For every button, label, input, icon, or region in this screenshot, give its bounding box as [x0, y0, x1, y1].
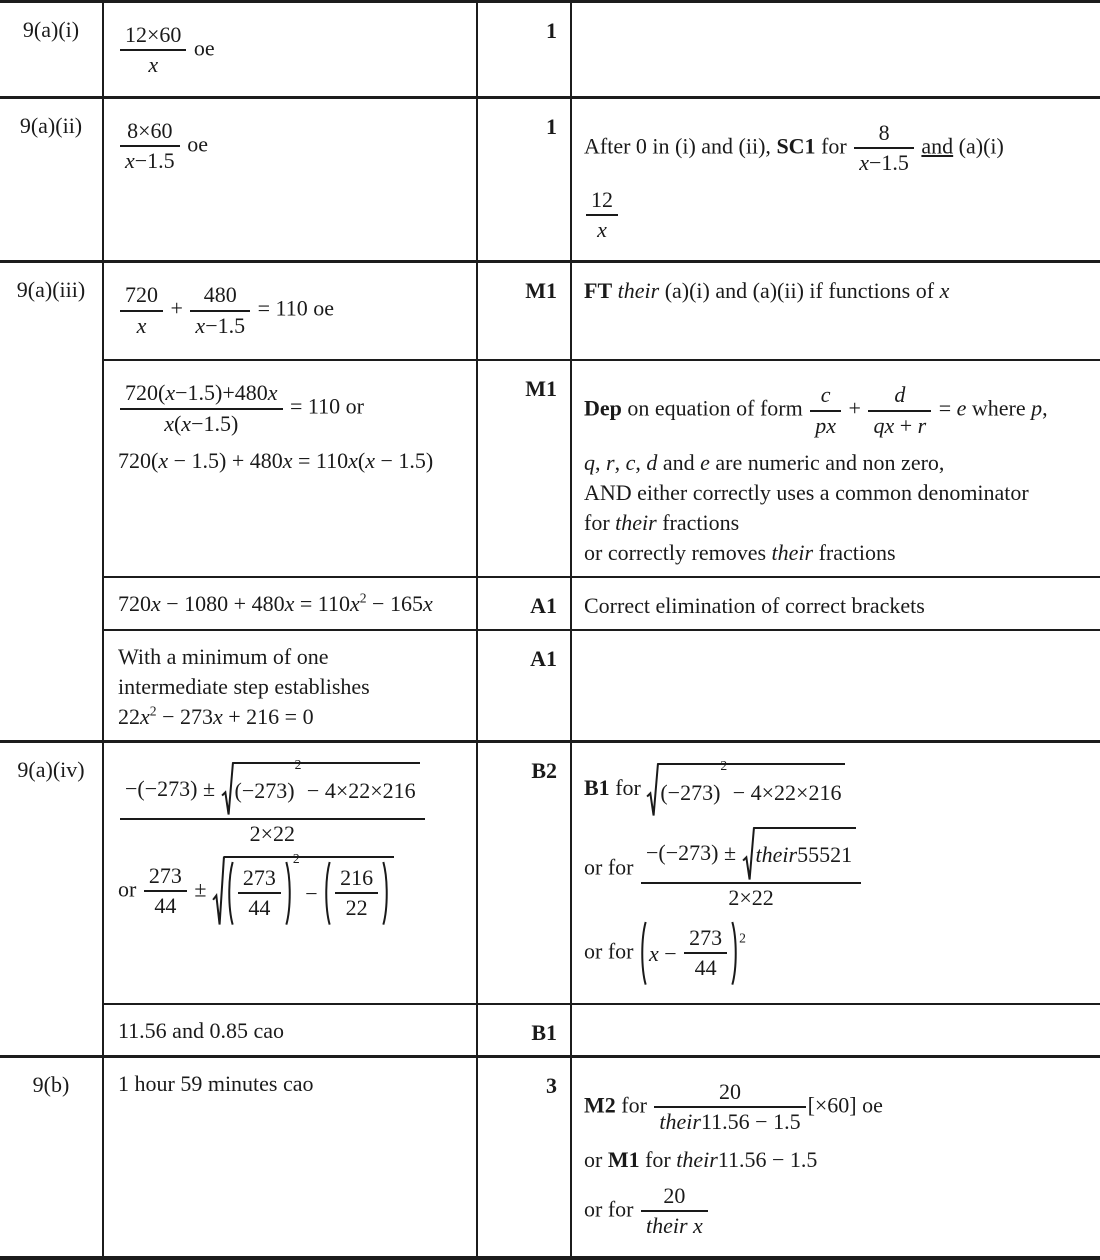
numerator: −(−273) ± (−273) 2 − 4×22×216 — [120, 761, 425, 817]
numerator: 273 — [148, 862, 182, 888]
italic-text: x — [348, 448, 358, 474]
paren-body: x − $\frac{273}{44}$ — [647, 920, 731, 987]
fraction — [586, 186, 618, 245]
denominator: qx + r — [868, 410, 931, 440]
denominator — [120, 49, 186, 79]
italic-text: x — [164, 410, 174, 436]
square-root — [212, 850, 394, 927]
italic-text: their — [676, 1146, 718, 1172]
italic-text: x — [140, 704, 150, 730]
marks-cell — [478, 359, 572, 576]
mark-value: A1 — [530, 593, 557, 619]
mark-value: M1 — [525, 376, 557, 402]
italic-text: x — [859, 150, 869, 176]
denominator: their 11.56 − 1.5 — [654, 1106, 805, 1136]
paren-body — [331, 860, 382, 927]
stretchy-parentheses — [639, 920, 739, 987]
italic-text: x — [136, 312, 147, 338]
paren-body — [234, 860, 285, 927]
mark-value: 1 — [546, 113, 557, 139]
partial-marks-cell — [572, 359, 1100, 576]
italic-text: c — [625, 450, 636, 476]
marks-cell — [478, 743, 572, 1002]
numerator: 12×60 — [125, 22, 182, 47]
answer-line: or $\frac{273}{44}$ ± $\frac{273}{44}$ 2 − $\frac{216}{22}$ — [118, 856, 468, 927]
square-root — [646, 758, 845, 817]
answer-line: $22x^2 - 273x + 216 = 0$ — [118, 704, 314, 730]
partial-marks-cell — [572, 743, 1100, 1002]
italic-text: their — [755, 842, 798, 868]
italic-text: x — [349, 591, 360, 617]
fraction — [641, 826, 861, 913]
marks-cell — [478, 99, 572, 261]
fraction — [120, 281, 163, 340]
partial-marks-line: B1 for (−273) 2 − 4×22×216 — [584, 763, 1092, 817]
partial-marks-line: Dep on equation of form $\frac{c}{px}$ + d qx + r = e where p, — [584, 381, 1092, 440]
mark-value: 3 — [546, 1072, 557, 1098]
italic-text: their — [615, 510, 657, 536]
radicand: $\frac{273}{44}$ 2 − $\frac{216}{22}$ — [224, 856, 394, 927]
answer-line: 8×60 x −1.5 oe — [118, 117, 468, 176]
marks-cell — [478, 1058, 572, 1257]
numerator: −(−273) ± their 55521 — [641, 826, 861, 882]
question-number-cell: 9(a)(i) — [0, 3, 104, 96]
superscript: 2 — [739, 930, 746, 946]
partial-marks-line — [584, 186, 1092, 245]
bold-text: FT — [584, 278, 613, 304]
italic-text: their x — [645, 1212, 703, 1238]
partial-marks-line: Correct elimination of correct brackets — [584, 593, 925, 619]
mark-value: B2 — [531, 758, 557, 784]
partial-marks-cell — [572, 629, 1100, 740]
question-section — [0, 99, 1100, 264]
denominator: x ( x −1.5) — [120, 408, 283, 438]
partial-marks-line: M2 for 20 their 11.56 − 1.5 [×60] oe — [584, 1078, 1092, 1137]
question-section — [0, 3, 1100, 99]
radicand: (−273) 2 − 4×22×216 — [658, 763, 845, 817]
numerator: 273 — [689, 925, 723, 951]
denominator — [120, 310, 163, 340]
partial-marks-line: or correctly removes their fractions — [584, 540, 896, 566]
marks-cell — [478, 629, 572, 740]
bold-text: M2 — [584, 1092, 616, 1118]
answer-line: 1 hour 59 minutes cao — [118, 1070, 314, 1096]
italic-text: x — [158, 448, 169, 474]
right-paren-icon — [731, 920, 739, 987]
denominator: 44 — [684, 952, 727, 982]
mark-value: 1 — [546, 18, 557, 43]
question-section — [0, 1058, 1100, 1260]
numerator: 20 — [663, 1182, 686, 1208]
question-number-cell: 9(b) — [0, 1058, 104, 1257]
partial-marks-line: FT their (a)(i) and (a)(ii) if functions of x — [584, 278, 950, 304]
question-number-cell: 9(a)(iv) — [0, 743, 104, 1054]
fraction — [654, 1078, 805, 1137]
stretchy-parentheses — [323, 860, 390, 927]
fraction — [335, 864, 378, 923]
italic-text: e — [700, 450, 710, 476]
answer-line: 11.56 and 0.85 cao — [118, 1017, 284, 1043]
right-paren-icon — [285, 860, 293, 927]
partial-marks-line: for their fractions — [584, 510, 740, 536]
answer-cell — [104, 1058, 478, 1257]
fraction — [868, 381, 931, 440]
numerator: 8 — [878, 119, 890, 145]
fraction — [684, 924, 727, 983]
answer-cell — [104, 99, 478, 261]
answer-cell — [104, 3, 478, 96]
fraction — [854, 119, 914, 178]
denominator: 44 — [144, 890, 187, 920]
numerator: 720( x −1.5)+480 x — [125, 380, 278, 406]
partial-marks-line: After 0 in (i) and (ii), SC1 for 8 x −1.5 and (a)(i) — [584, 119, 1092, 178]
numerator: 216 — [340, 864, 374, 890]
italic-text: d — [646, 450, 658, 476]
italic-text: x — [597, 216, 607, 242]
italic-text: x — [267, 380, 278, 406]
numerator: 273 — [242, 864, 276, 890]
fraction — [641, 1182, 708, 1241]
left-paren-icon — [323, 860, 331, 927]
fraction — [120, 117, 180, 176]
marks-cell — [478, 576, 572, 629]
partial-marks-line: or for x − $\frac{273}{44}$ $^2$ — [584, 920, 1092, 987]
partial-marks-cell — [572, 3, 1100, 96]
numerator: 12 — [591, 186, 613, 212]
bold-text: B1 — [584, 775, 610, 801]
italic-text: x — [282, 448, 293, 474]
partial-marks-cell — [572, 1058, 1100, 1257]
fraction — [120, 757, 425, 848]
italic-text: x — [151, 591, 161, 617]
denominator: 44 — [238, 892, 281, 922]
answer-cell — [104, 359, 478, 576]
radicand: (−273) 2 − 4×22×216 — [233, 762, 420, 816]
italic-text: c — [820, 382, 831, 408]
italic-text: x — [422, 591, 433, 617]
denominator — [641, 1210, 708, 1240]
partial-marks-cell — [572, 99, 1100, 261]
italic-text: their — [771, 540, 814, 566]
italic-text: x — [213, 704, 223, 730]
italic-text: x — [195, 312, 206, 338]
italic-text: d — [894, 382, 906, 408]
answer-line: With a minimum of one — [118, 644, 329, 670]
denominator: 22 — [335, 892, 378, 922]
answer-cell — [104, 576, 478, 629]
answer-line: intermediate step establishes — [118, 674, 370, 700]
italic-text: x — [648, 940, 659, 966]
numerator: 720 — [125, 282, 158, 308]
fraction — [238, 864, 281, 923]
partial-marks-cell — [572, 576, 1100, 629]
denominator: 2×22 — [641, 882, 861, 912]
italic-text: r — [917, 412, 927, 438]
partial-marks-line: or M1 for their11.56 − 1.5 — [584, 1146, 818, 1172]
answer-cell — [104, 263, 478, 359]
denominator: x −1.5 — [854, 147, 914, 177]
italic-text: px — [815, 412, 837, 438]
italic-text: their — [617, 278, 660, 304]
question-number-cell: 9(a)(ii) — [0, 99, 104, 261]
denominator — [586, 214, 618, 244]
numerator — [810, 381, 841, 409]
right-paren-icon — [382, 860, 390, 927]
partial-marks-cell — [572, 1003, 1100, 1055]
partial-marks-line: or for $\frac{20}{\text{their x}}$ — [584, 1182, 1092, 1241]
italic-text: x — [165, 380, 176, 406]
superscript: 2 — [149, 704, 157, 720]
radicand: their 55521 — [754, 827, 857, 881]
denominator: x −1.5 — [190, 310, 250, 340]
marks-cell — [478, 263, 572, 359]
italic-text: e — [956, 395, 967, 421]
superscript: 2 — [359, 590, 367, 606]
italic-text: x — [148, 52, 159, 78]
italic-text: r — [606, 450, 615, 476]
italic-text: x — [125, 148, 135, 174]
partial-marks-line: AND either correctly uses a common denominator — [584, 480, 1029, 506]
numerator: 20 — [719, 1078, 741, 1104]
square-root — [742, 827, 857, 881]
italic-text: x — [939, 278, 950, 304]
question-section — [0, 263, 1100, 743]
left-paren-icon — [226, 860, 234, 927]
answer-line: $720x - 1080 + 480x = 110x^2 - 165x$ — [118, 590, 433, 617]
partial-marks-cell — [572, 263, 1100, 359]
answer-cell — [104, 743, 478, 1002]
answer-line: $\frac{720}{x}$ + 480 x −1.5 = 110 oe — [118, 281, 468, 340]
question-number-cell: 9(a)(iii) — [0, 263, 104, 740]
bold-text: M1 — [607, 1146, 640, 1172]
italic-text: p — [1031, 395, 1043, 421]
fraction — [120, 21, 186, 80]
marks-cell — [478, 3, 572, 96]
numerator: 480 — [203, 282, 237, 308]
marks-cell — [478, 1003, 572, 1055]
partial-marks-line: or for −(−273) ± their 55521 2×22 — [584, 826, 1092, 913]
question-section — [0, 743, 1100, 1057]
answer-line: 720( x −1.5)+480 x x ( x −1.5) = 110 or — [118, 379, 468, 438]
bold-text: SC1 — [776, 133, 816, 159]
fraction — [144, 862, 187, 921]
answer-cell — [104, 1003, 478, 1055]
italic-text: x — [284, 591, 295, 617]
mark-value: B1 — [531, 1019, 557, 1045]
fraction — [810, 381, 841, 440]
fraction — [120, 379, 283, 438]
partial-marks-line: q, r, c, d and e are numeric and non zero, — [584, 450, 945, 476]
square-root — [221, 757, 420, 816]
denominator: x −1.5 — [120, 145, 180, 175]
italic-text: x — [365, 448, 375, 474]
numerator — [868, 381, 931, 409]
answer-line: 720(x − 1.5) + 480x = 110x(x − 1.5) — [118, 448, 434, 474]
italic-text: their — [659, 1109, 701, 1135]
answer-cell — [104, 629, 478, 740]
left-paren-icon — [639, 920, 647, 987]
fraction — [190, 281, 250, 340]
numerator: 8×60 — [127, 117, 173, 143]
bold-text: Dep — [584, 395, 622, 421]
answer-line — [118, 757, 468, 848]
underlined-text: and — [921, 133, 954, 159]
answer-line: $\frac{12\times 60}{x}$ oe — [118, 21, 468, 80]
denominator: 2×22 — [120, 818, 425, 848]
denominator — [810, 410, 841, 440]
italic-text: qx — [873, 412, 895, 438]
mark-value: M1 — [525, 278, 557, 304]
stretchy-parentheses — [226, 860, 293, 927]
italic-text: x — [181, 410, 192, 436]
italic-text: q — [584, 450, 595, 476]
mark-value: A1 — [530, 646, 557, 672]
